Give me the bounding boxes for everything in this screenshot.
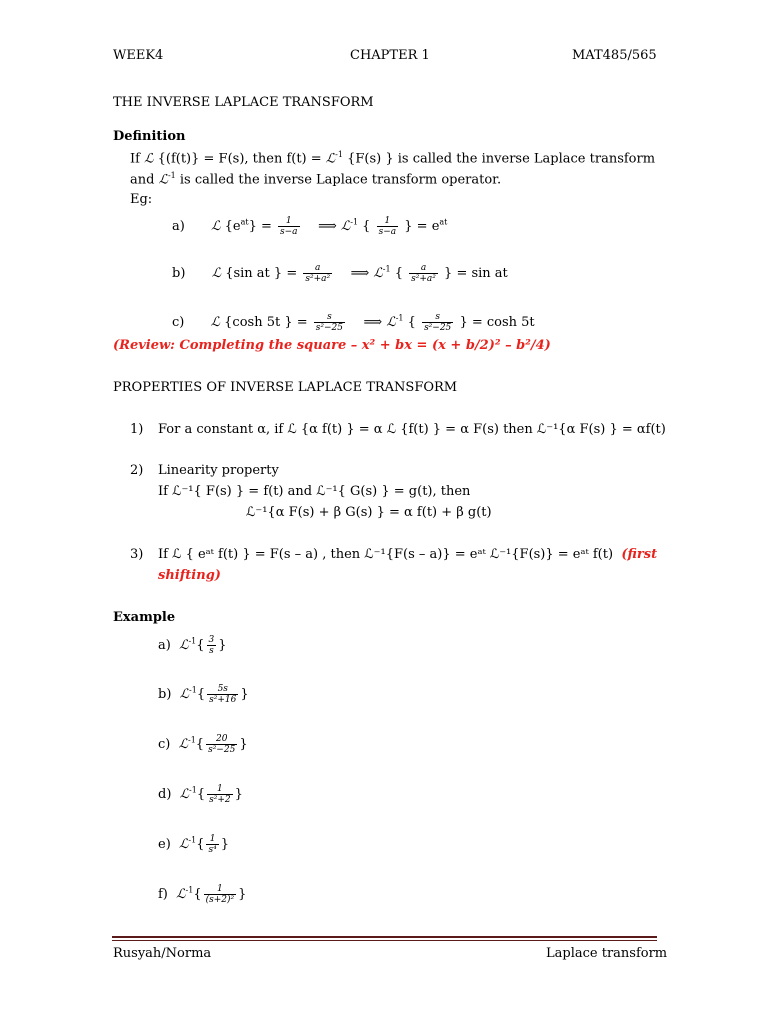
- example-item-e: e) ℒ$^{-1}${ $\frac{1}{\text{s⁴}}$ }: [158, 834, 229, 855]
- definition-heading: Definition: [113, 129, 186, 144]
- example-heading: Example: [113, 610, 176, 625]
- eg-item-c: c) ℒ {cosh 5t } = $\frac{s}{\text{s²−25}}$ ⟹ ℒ$^{-1}$ { $\frac{s}{\text{s²−25}}$ } = cosh 5t: [172, 312, 535, 333]
- header-chapter: CHAPTER 1: [350, 48, 430, 63]
- header-week: WEEK4: [113, 48, 164, 63]
- definition-line-1: If ℒ {(f(t)} = F(s), then f(t) = ℒ$^{-1}$ {F(s) } is called the inverse Laplace transform: [130, 150, 656, 167]
- property-3-note: shifting): [158, 568, 221, 583]
- example-item-f: f) ℒ$^{-1}${ $\frac{1}{\text{(s+2)²}}$ }: [158, 884, 247, 905]
- footer-rule-thin: [112, 940, 657, 941]
- eg-item-a: a) ℒ $\{e^{at}\}$ = $\frac{1}{s-a}$ ⟹ ℒ$^{-1}$ { $\frac{1}{s-a}$ } = $e^{at}$: [172, 216, 448, 237]
- example-item-d: d) ℒ$^{-1}${ $\frac{1}{\text{s²+2}}$ }: [158, 784, 243, 805]
- properties-heading: PROPERTIES OF INVERSE LAPLACE TRANSFORM: [113, 380, 458, 395]
- example-item-c: c) ℒ$^{-1}${ $\frac{20}{\text{s²−25}}$ }: [158, 734, 248, 755]
- property-2-title: Linearity property: [158, 463, 279, 478]
- property-2-label: 2): [130, 463, 144, 478]
- example-item-a: a) ℒ$^{-1}${ $\frac{3}{s}$ }: [158, 635, 227, 656]
- property-2-line-2: ℒ⁻¹{α F(s) + β G(s) } = α f(t) + β g(t): [246, 505, 492, 520]
- property-1-text: For a constant α, if ℒ {α f(t) } = α ℒ {f(t) } = α F(s) then ℒ⁻¹{α F(s) } = αf(t): [158, 422, 666, 437]
- definition-line-2: and ℒ$^{-1}$ is called the inverse Laplace transform operator.: [130, 171, 502, 188]
- eg-label: Eg:: [130, 192, 153, 207]
- example-item-b: b) ℒ$^{-1}${ $\frac{5s}{\text{s²+16}}$ }: [158, 684, 249, 705]
- eg-item-b: b) ℒ {sin at } = $\frac{a}{\text{s²+a²}}$ ⟹ ℒ$^{-1}$ { $\frac{a}{\text{s²+a²}}$ } = sin at: [172, 263, 508, 284]
- property-3-text: If ℒ { eᵃᵗ f(t) } = F(s – a) , then ℒ⁻¹{F(s – a)} = eᵃᵗ ℒ⁻¹{F(s)} = eᵃᵗ f(t) (first: [158, 547, 658, 562]
- footer-rule: [112, 936, 657, 938]
- property-2-line-1: If ℒ⁻¹{ F(s) } = f(t) and ℒ⁻¹{ G(s) } = g(t), then: [158, 484, 471, 499]
- footer-topic: Laplace transform: [546, 946, 668, 961]
- property-3-label: 3): [130, 547, 144, 562]
- page-title: THE INVERSE LAPLACE TRANSFORM: [113, 95, 374, 110]
- review-note: (Review: Completing the square – x² + bx = (x + b/2)² – b²/4): [113, 338, 551, 353]
- header-course: MAT485/565: [572, 48, 657, 63]
- property-1-label: 1): [130, 422, 144, 437]
- footer-authors: Rusyah/Norma: [113, 946, 212, 961]
